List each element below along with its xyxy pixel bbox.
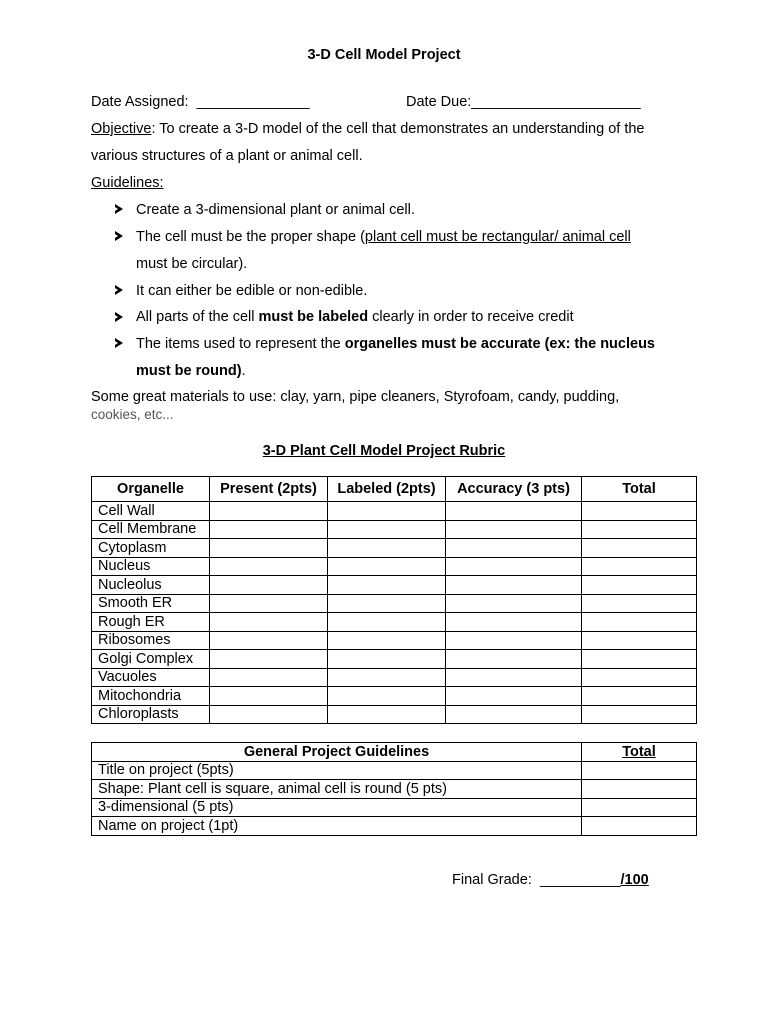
present-cell[interactable] (210, 687, 328, 706)
labeled-cell[interactable] (328, 539, 446, 558)
table-row (92, 798, 697, 817)
labeled-cell[interactable] (328, 502, 446, 521)
objective-line-2: various structures of a plant or animal cell. (91, 148, 363, 164)
general-header-total (582, 743, 697, 762)
organelle-name: Ribosomes (92, 631, 210, 650)
organelle-name: Cytoplasm (92, 539, 210, 558)
table-row (92, 650, 697, 669)
labeled-cell[interactable] (328, 668, 446, 687)
date-assigned-blank: ______________ (196, 94, 310, 110)
page-title: 3-D Cell Model Project (307, 47, 461, 63)
accuracy-cell[interactable] (446, 650, 582, 669)
guideline-5-cont (136, 363, 246, 379)
present-cell[interactable] (210, 650, 328, 669)
materials-line-2: cookies, etc... (91, 407, 174, 422)
date-assigned-label: Date Assigned: (91, 94, 189, 110)
guideline-item: Title on project (5pts) (92, 761, 582, 780)
objective-label: Objective (91, 121, 152, 137)
organelle-name: Cell Wall (92, 502, 210, 521)
present-cell[interactable] (210, 613, 328, 632)
arrow-bullet-icon (115, 231, 123, 241)
total-cell[interactable] (582, 817, 697, 836)
rubric-header-row (92, 477, 697, 502)
total-cell[interactable] (582, 705, 697, 724)
rubric-header-labeled: Labeled (2pts) (328, 477, 446, 502)
rubric-header-organelle: Organelle (92, 477, 210, 502)
labeled-cell[interactable] (328, 631, 446, 650)
rubric-header-accuracy: Accuracy (3 pts) (446, 477, 582, 502)
organelle-name: Chloroplasts (92, 705, 210, 724)
arrow-bullet-icon (115, 285, 123, 295)
final-grade-blank[interactable]: __________ (539, 872, 621, 888)
labeled-cell[interactable] (328, 520, 446, 539)
guideline-2-cont: must be circular). (136, 256, 248, 272)
present-cell[interactable] (210, 668, 328, 687)
materials-line-1: Some great materials to use: clay, yarn, pipe cleaners, Styrofoam, candy, pudding, (91, 389, 620, 405)
guideline-2-a: The cell must be the proper shape ( (136, 229, 365, 245)
accuracy-cell[interactable] (446, 705, 582, 724)
table-row (92, 631, 697, 650)
present-cell[interactable] (210, 502, 328, 521)
total-cell[interactable] (582, 780, 697, 799)
guideline-4-b: must be labeled (258, 309, 369, 325)
arrow-bullet-icon (115, 338, 123, 348)
present-cell[interactable] (210, 520, 328, 539)
date-due-label: Date Due: (406, 94, 472, 110)
rubric-title: 3-D Plant Cell Model Project Rubric (262, 443, 506, 459)
table-row (92, 705, 697, 724)
table-row (92, 817, 697, 836)
present-cell[interactable] (210, 631, 328, 650)
table-row (92, 594, 697, 613)
table-row (92, 557, 697, 576)
general-header-guidelines: General Project Guidelines (92, 743, 582, 762)
present-cell[interactable] (210, 705, 328, 724)
guideline-4-c: clearly in order to receive credit (368, 309, 574, 325)
general-guidelines-table (91, 742, 697, 836)
total-cell[interactable] (582, 594, 697, 613)
organelle-name: Mitochondria (92, 687, 210, 706)
guideline-2 (136, 229, 631, 245)
present-cell[interactable] (210, 594, 328, 613)
final-grade-total: /100 (620, 872, 649, 888)
accuracy-cell[interactable] (446, 520, 582, 539)
organelle-name: Vacuoles (92, 668, 210, 687)
guideline-2-b: plant cell must be rectangular/ animal cell (364, 229, 631, 245)
labeled-cell[interactable] (328, 557, 446, 576)
general-header-row (92, 743, 697, 762)
present-cell[interactable] (210, 557, 328, 576)
labeled-cell[interactable] (328, 650, 446, 669)
present-cell[interactable] (210, 539, 328, 558)
date-due-blank: _____________________ (471, 94, 641, 110)
total-cell[interactable] (582, 520, 697, 539)
guideline-4-a: All parts of the cell (136, 309, 259, 325)
accuracy-cell[interactable] (446, 557, 582, 576)
guideline-5-a: The items used to represent the (136, 336, 345, 352)
accuracy-cell[interactable] (446, 594, 582, 613)
guideline-5 (136, 336, 655, 352)
accuracy-cell[interactable] (446, 668, 582, 687)
rubric-table (91, 476, 697, 724)
total-cell[interactable] (582, 613, 697, 632)
guideline-item: Shape: Plant cell is square, animal cell is round (5 pts) (92, 780, 582, 799)
rubric-header-present: Present (2pts) (210, 477, 328, 502)
labeled-cell[interactable] (328, 613, 446, 632)
final-grade (452, 872, 649, 888)
total-cell[interactable] (582, 668, 697, 687)
table-row (92, 780, 697, 799)
organelle-name: Cell Membrane (92, 520, 210, 539)
objective-line-1 (91, 121, 644, 137)
date-due (406, 94, 641, 110)
guideline-5-c: must be round) (136, 363, 242, 379)
labeled-cell[interactable] (328, 576, 446, 595)
arrow-bullet-icon (115, 312, 123, 322)
general-header-total-label: Total (622, 743, 656, 760)
organelle-name: Nucleolus (92, 576, 210, 595)
present-cell[interactable] (210, 576, 328, 595)
total-cell[interactable] (582, 539, 697, 558)
table-row (92, 520, 697, 539)
rubric-header-total: Total (582, 477, 697, 502)
arrow-bullet-icon (115, 204, 123, 214)
total-cell[interactable] (582, 502, 697, 521)
guideline-1: Create a 3-dimensional plant or animal cell. (136, 202, 415, 218)
total-cell[interactable] (582, 631, 697, 650)
guideline-4 (136, 309, 574, 325)
accuracy-cell[interactable] (446, 613, 582, 632)
table-row (92, 687, 697, 706)
accuracy-cell[interactable] (446, 631, 582, 650)
table-row (92, 576, 697, 595)
total-cell[interactable] (582, 650, 697, 669)
total-cell[interactable] (582, 761, 697, 780)
guideline-5-d: . (241, 363, 246, 379)
guideline-item: 3-dimensional (5 pts) (92, 798, 582, 817)
labeled-cell[interactable] (328, 705, 446, 724)
organelle-name: Nucleus (92, 557, 210, 576)
objective-text-1: : To create a 3-D model of the cell that demonstrates an understanding of the (151, 121, 645, 137)
table-row (92, 539, 697, 558)
guidelines-label: Guidelines: (91, 175, 164, 191)
guideline-item: Name on project (1pt) (92, 817, 582, 836)
accuracy-cell[interactable] (446, 576, 582, 595)
table-row (92, 761, 697, 780)
date-assigned (91, 94, 310, 110)
labeled-cell[interactable] (328, 687, 446, 706)
total-cell[interactable] (582, 576, 697, 595)
accuracy-cell[interactable] (446, 687, 582, 706)
guideline-5-b: organelles must be accurate (ex: the nucleus (344, 336, 655, 352)
table-row (92, 668, 697, 687)
organelle-name: Smooth ER (92, 594, 210, 613)
table-row (92, 613, 697, 632)
final-grade-label: Final Grade: (452, 872, 532, 888)
total-cell[interactable] (582, 557, 697, 576)
organelle-name: Golgi Complex (92, 650, 210, 669)
accuracy-cell[interactable] (446, 502, 582, 521)
accuracy-cell[interactable] (446, 539, 582, 558)
guideline-3: It can either be edible or non-edible. (136, 283, 368, 299)
labeled-cell[interactable] (328, 594, 446, 613)
organelle-name: Rough ER (92, 613, 210, 632)
total-cell[interactable] (582, 687, 697, 706)
table-row (92, 502, 697, 521)
total-cell[interactable] (582, 798, 697, 817)
